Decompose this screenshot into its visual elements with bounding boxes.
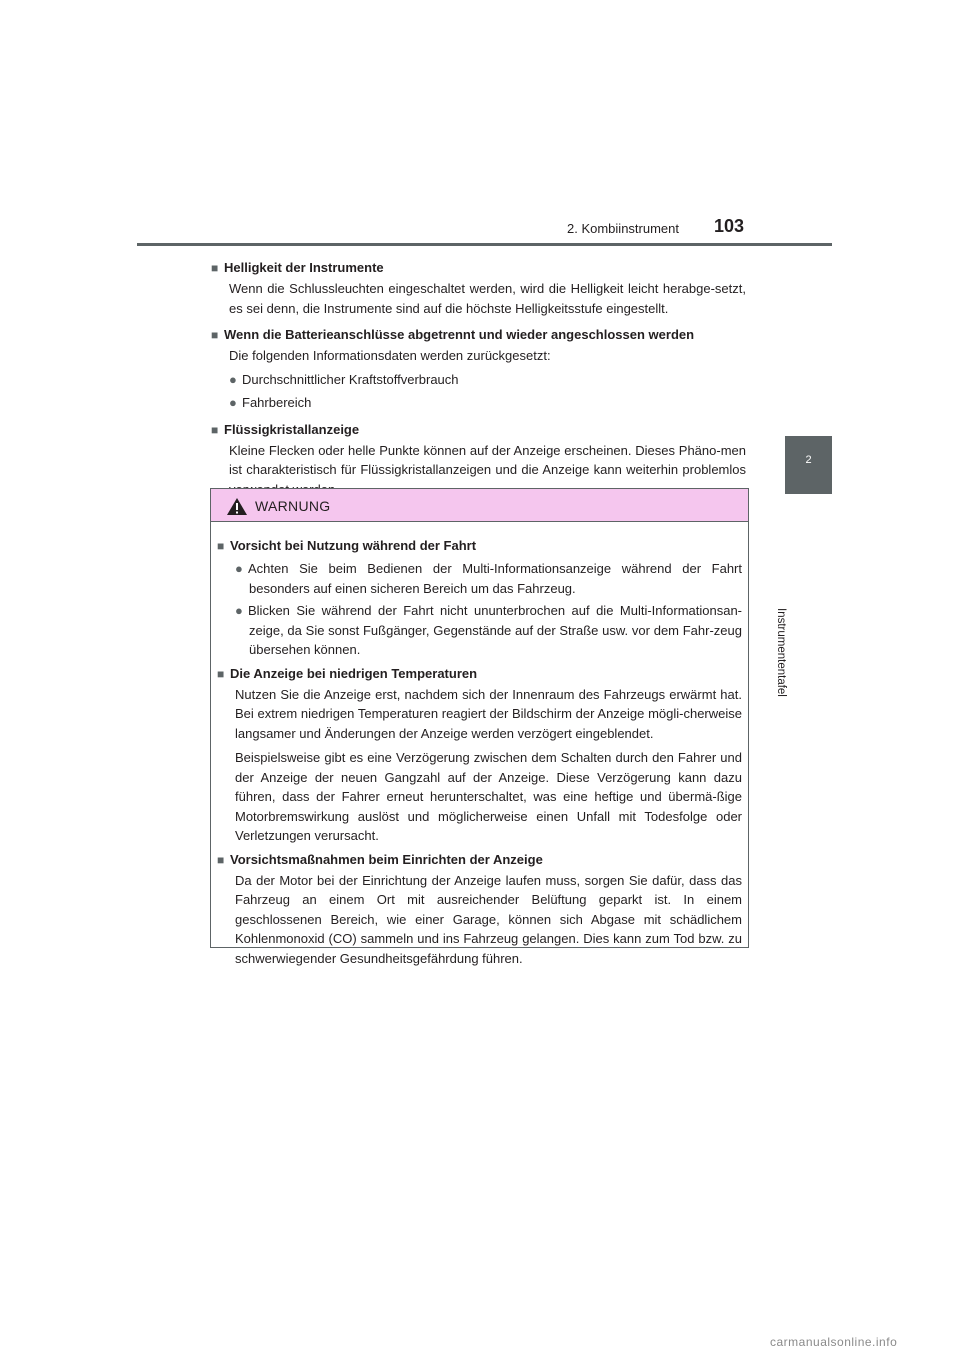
- warning-header: [211, 489, 748, 522]
- list-item: ● Durchschnittlicher Kraftstoffverbrauch: [211, 370, 746, 390]
- warning-triangle-icon: [226, 497, 248, 516]
- section-body: Die folgenden Informationsdaten werden zurückgesetzt:: [229, 348, 551, 363]
- section-heading: ■ Helligkeit der Instrumente: [211, 258, 746, 278]
- list-item: ● Blicken Sie während der Fahrt nicht ununterbrochen auf die Multi-Informationsan-zeige, da Sie sonst Fußgänger, Gegenstände auf der Straße usw. vor dem Fahr-zeug übersehen können.: [235, 603, 742, 657]
- square-bullet-icon: ■: [211, 261, 219, 275]
- warning-section-heading: ■ Vorsicht bei Nutzung während der Fahrt: [217, 536, 742, 556]
- main-content: [211, 255, 746, 499]
- round-bullet-icon: ●: [229, 395, 237, 410]
- header-rule: [137, 243, 832, 246]
- warning-box: [210, 488, 749, 966]
- square-bullet-icon: ■: [211, 328, 219, 342]
- warning-paragraph: Da der Motor bei der Einrichtung der Anzeige laufen muss, sorgen Sie dafür, dass das Fahrzeug an einem Ort mit ausreichender Belüftung geparkt ist. In einem geschlossenen Bereich, wie einer Garage, können sich Abgase mit schädlichem Kohlenmonoxid (CO) sammeln und ins Fahrzeug gelangen. Dies kann zum Tod bzw. zu schwerwiegender Gesundheitsgefährdung führen.: [235, 872, 742, 966]
- warning-section-heading: ■ Vorsichtsmaßnahmen beim Einrichten der Anzeige: [217, 850, 742, 870]
- watermark: carmanualsonline.info: [770, 1335, 898, 1349]
- page-header: [0, 0, 960, 250]
- list-item: ● Fahrbereich: [211, 393, 746, 413]
- round-bullet-icon: ●: [235, 603, 243, 618]
- round-bullet-icon: ●: [235, 561, 243, 576]
- warning-paragraph: Beispielsweise gibt es eine Verzögerung zwischen dem Schalten durch den Fahrer und der Anzeige der neuen Gangzahl auf der Anzeige. Diese Verzögerung kann dazu führen, dass der Fahrer erneut herunterschaltet, was eine heftige und übermä-ßige Motorbremswirkung auslöst und möglicherweise einen Unfall mit Todesfolge oder Verletzungen verursacht.: [235, 750, 742, 843]
- section-heading: ■ Wenn die Batterieanschlüsse abgetrennt und wieder angeschlossen werden: [211, 325, 746, 345]
- chapter-tab-label: Instrumententafel: [775, 608, 787, 697]
- section-body: Kleine Flecken oder helle Punkte können auf der Anzeige erscheinen. Dieses Phäno-men ist charakteristisch für Flüssigkristallanzeigen und die Anzeige kann weiterhin problemlos: [229, 442, 746, 477]
- warning-section-heading: ■ Die Anzeige bei niedrigen Temperaturen: [217, 664, 742, 684]
- section-body: Wenn die Schlussleuchten eingeschaltet werden, wird die Helligkeit leicht herabge-setzt, es sei denn, die Instrumente sind auf die höchste Helligkeitsstufe eingestellt.: [229, 281, 746, 316]
- chapter-title: 2. Kombiinstrument: [567, 221, 679, 236]
- square-bullet-icon: ■: [217, 852, 225, 867]
- chapter-tab-number: 2: [805, 454, 812, 466]
- page-number: 103: [714, 216, 745, 236]
- warning-body: [211, 522, 748, 968]
- square-bullet-icon: ■: [217, 539, 225, 553]
- round-bullet-icon: ●: [229, 371, 237, 387]
- square-bullet-icon: ■: [217, 666, 225, 681]
- warning-title: WARNUNG: [255, 498, 331, 514]
- square-bullet-icon: ■: [211, 422, 219, 437]
- chapter-tab: [785, 436, 832, 494]
- warning-paragraph: Nutzen Sie die Anzeige erst, nachdem sich der Innenraum des Fahrzeugs erwärmt hat. Bei extrem niedrigen Temperaturen reagiert der Bildschirm der Anzeige mögli-cherweise langsamer und Änderungen der Anzeige werden verzögert eingeblendet.: [235, 686, 742, 741]
- list-item: ● Achten Sie beim Bedienen der Multi-Informationsanzeige während der Fahrt besonders auf einen sicheren Bereich um das Fahrzeug.: [235, 561, 742, 596]
- section-heading: ■ Flüssigkristallanzeige: [211, 420, 746, 440]
